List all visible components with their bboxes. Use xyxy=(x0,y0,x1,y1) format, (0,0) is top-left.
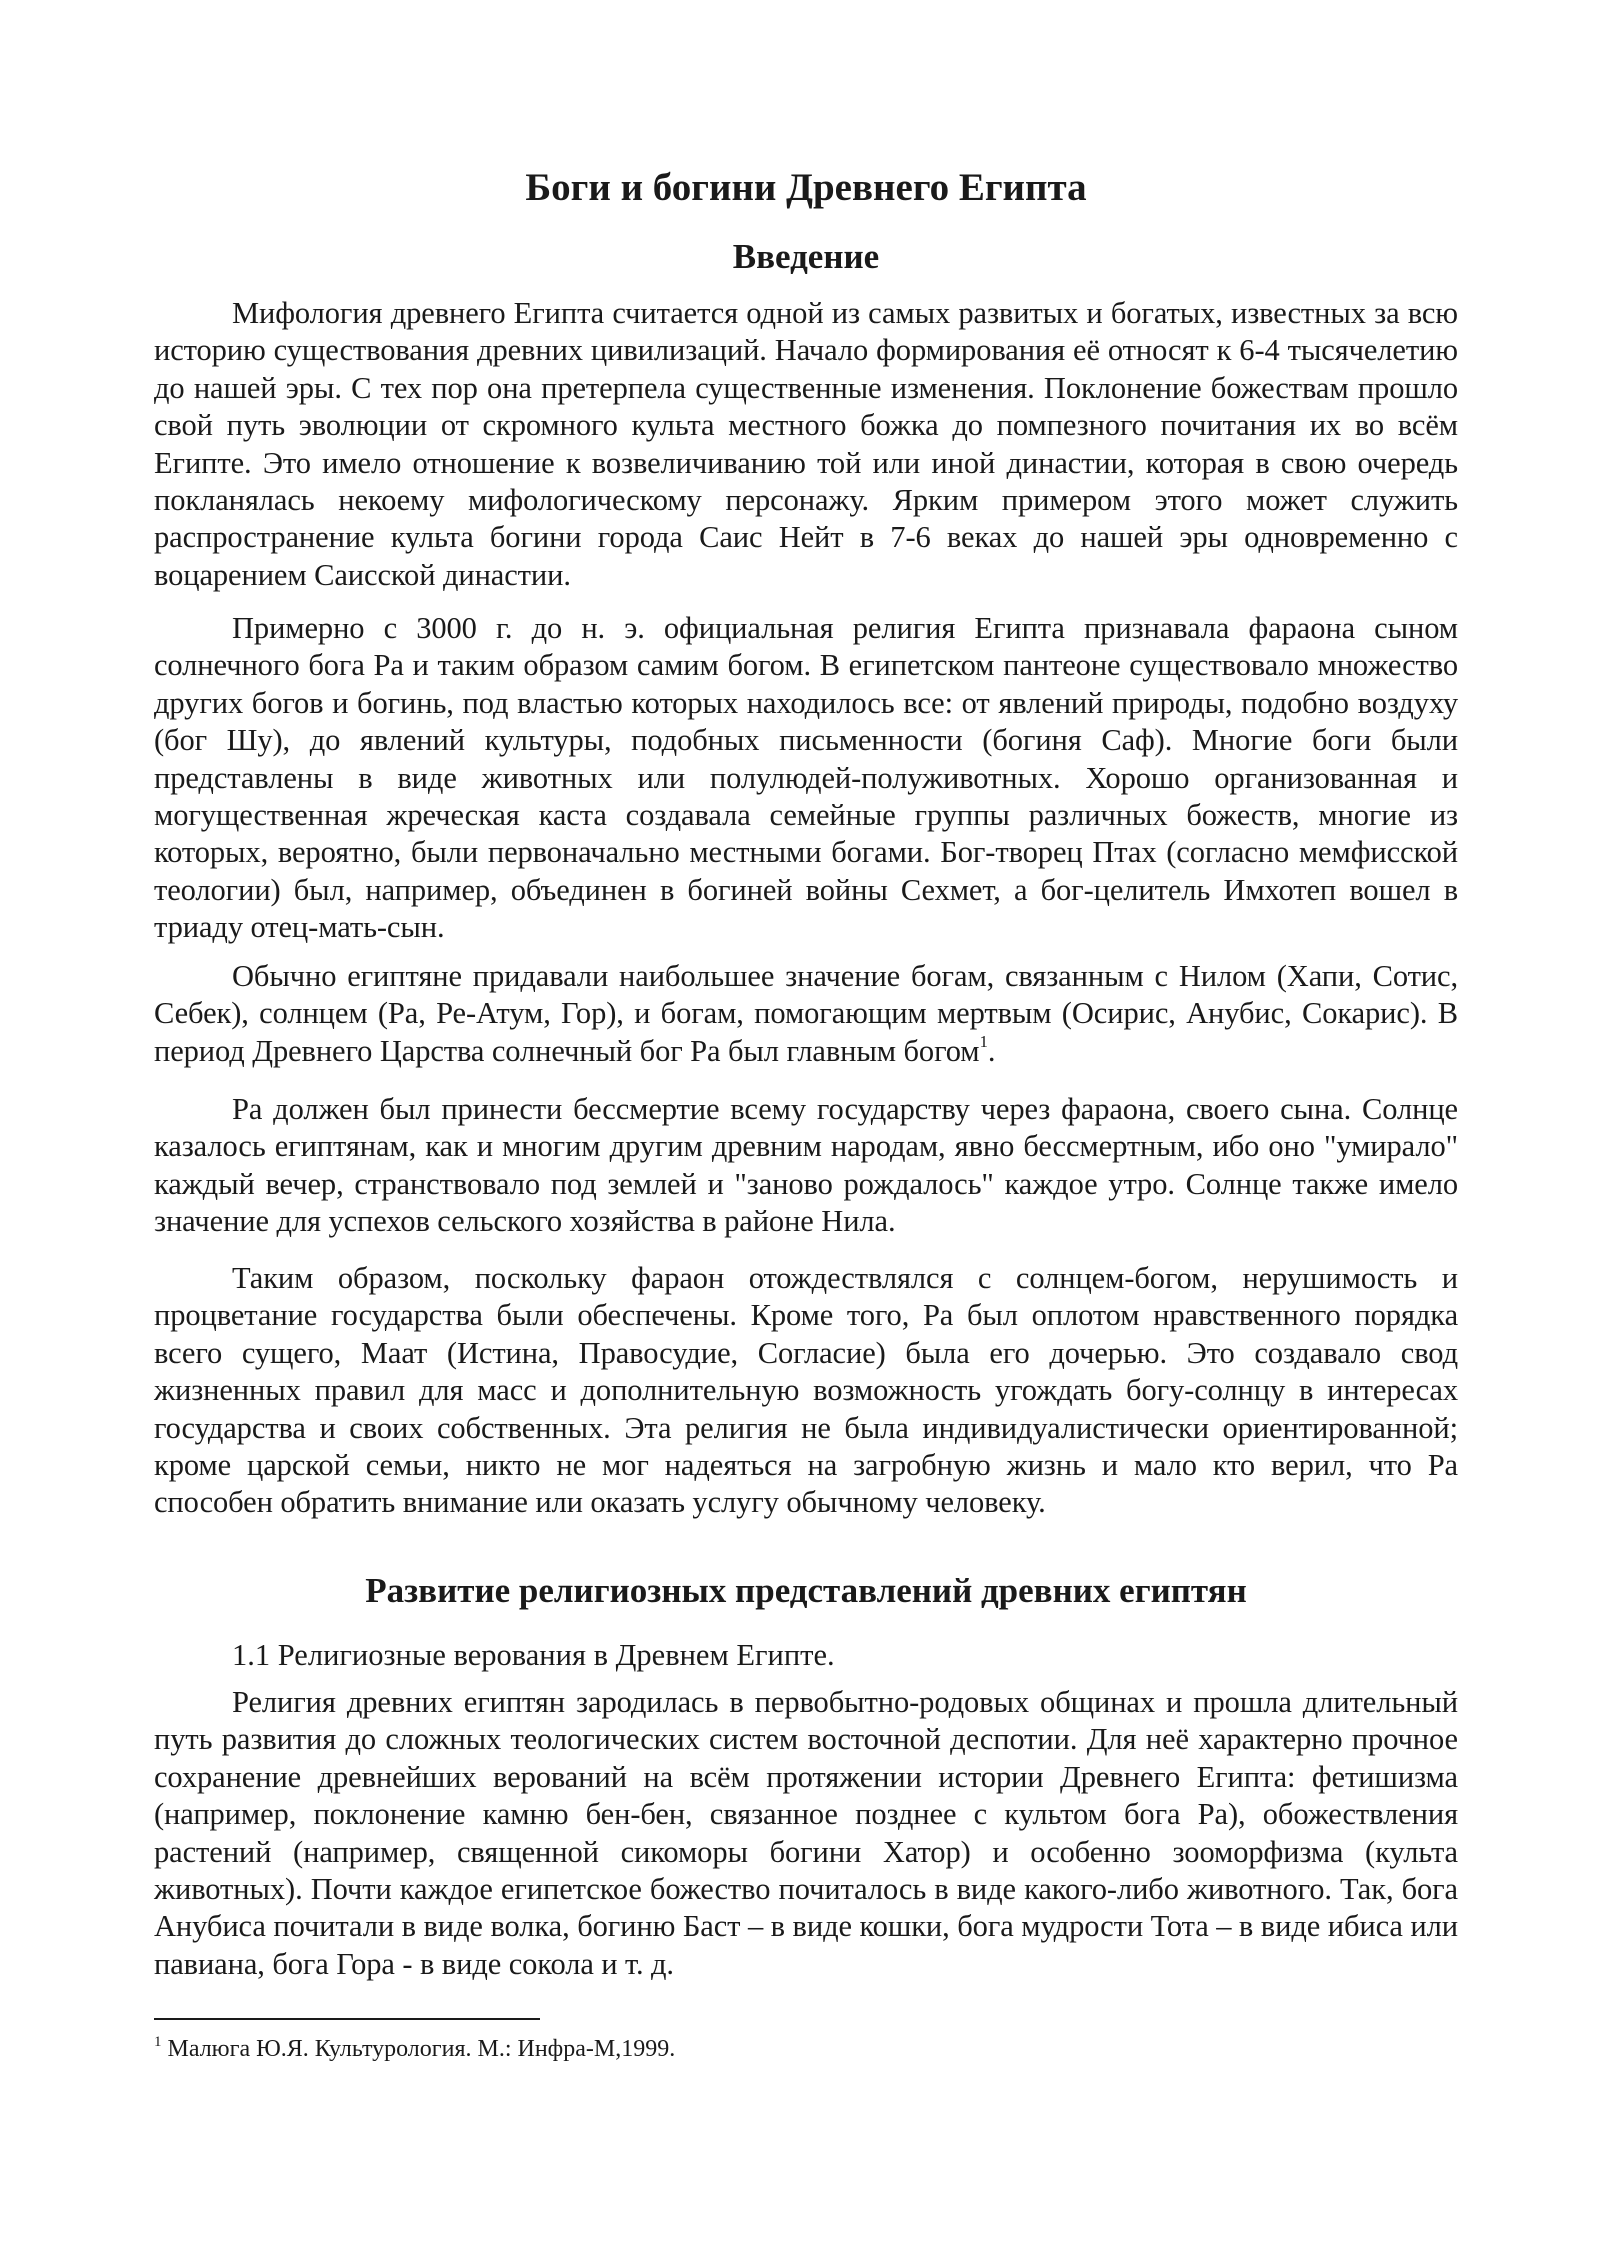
paragraph-block-4 xyxy=(154,1091,1458,1241)
footnote xyxy=(154,2033,675,2065)
paragraph-block-2 xyxy=(154,610,1458,947)
paragraph-2: Примерно с 3000 г. до н. э. официальная религия Египта признавала фараона сыном солнечного бога Ра и таким образом самим богом. В египетском пантеоне существовало множество других богов и богинь, под властью которых находилось все: от явлений природы, подобно воздуху (бог Шу), до явлений культуры, подобных письменности (богиня Саф). Многие боги были представлены в виде животных или полулюдей-полуживотных. Хорошо организованная и могущественная жреческая каста создавала семейные группы различных божеств, многие из которых, вероятно, были первоначально местными богами. Бог-творец Птах (согласно мемфисской теологии) был, например, объединен в богиней войны Сехмет, а бог-целитель Имхотеп вошел в триаду отец-мать-сын. xyxy=(154,611,1458,945)
paragraph-4: Ра должен был принести бессмертие всему государству через фараона, своего сына. Солнце казалось египтянам, как и многим другим древним народам, явно бессмертным, ибо оно "умирало" каждый вечер, странствовало под землей и "заново рождалось" каждое утро. Солнце также имело значение для успехов сельского хозяйства в районе Нила. xyxy=(154,1092,1458,1239)
section-heading: Развитие религиозных представлений древних египтян xyxy=(365,1571,1247,1610)
intro-heading: Введение xyxy=(732,237,880,276)
subsection-block xyxy=(154,1637,1458,1674)
footnote-separator xyxy=(154,2018,540,2020)
paragraph-block-6 xyxy=(154,1684,1458,1983)
paragraph-block-1 xyxy=(154,295,1458,594)
footnote-number: 1 xyxy=(154,2034,162,2050)
paragraph-block-5 xyxy=(154,1260,1458,1522)
footnote-text: Малюга Ю.Я. Культурология. М.: Инфра-М,1999. xyxy=(167,2036,676,2062)
paragraph-1: Мифология древнего Египта считается одной из самых развитых и богатых, известных за всю историю существования древних цивилизаций. Начало формирования её относят к 6-4 тысячелетию до нашей эры. С тех пор она претерпела существенные изменения. Поклонение божествам прошло свой путь эволюции от скромного культа местного божка до помпезного почитания их во всём Египте. Это имело отношение к возвеличиванию той или иной династии, которая в свою очередь покланялась некоему мифологическому персонажу. Ярким примером этого может служить распространение культа богини города Саис Нейт в 7-6 веках до нашей эры одновременно с воцарением Саисской династии. xyxy=(154,296,1458,592)
footnote-reference[interactable]: 1 xyxy=(979,1031,988,1051)
paragraph-3 xyxy=(154,958,1458,1070)
paragraph-3-text: Обычно египтяне придавали наибольшее значение богам, связанным с Нилом (Хапи, Сотис, Себек), солнцем (Ра, Ре-Атум, Гор), и богам, помогающим мертвым (Осирис, Анубис, Сокарис). В период Древнего Царства солнечный бог Ра был главным богом xyxy=(154,959,1458,1068)
paragraph-6: Религия древних египтян зародилась в первобытно-родовых общинах и прошла длительный путь развития до сложных теологических систем восточной деспотии. Для неё характерно прочное сохранение древнейших верований на всём протяжении истории Древнего Египта: фетишизма (например, поклонение камню бен-бен, связанное позднее с культом бога Ра), обожествления растений (например, священной сикоморы богини Хатор) и особенно зооморфизма (культа животных). Почти каждое египетское божество почиталось в виде какого-либо животного. Так, бога Анубиса почитали в виде волка, богиню Баст – в виде кошки, бога мудрости Тота – в виде ибиса или павиана, бога Гора - в виде сокола и т. д. xyxy=(154,1685,1458,1981)
paragraph-block-3 xyxy=(154,958,1458,1070)
document-title: Боги и богини Древнего Египта xyxy=(525,166,1087,209)
subsection-title: 1.1 Религиозные верования в Древнем Египте. xyxy=(232,1638,835,1672)
paragraph-5: Таким образом, поскольку фараон отождествлялся с солнцем-богом, нерушимость и процветание государства были обеспечены. Кроме того, Ра был оплотом нравственного порядка всего сущего, Маат (Истина, Правосудие, Согласие) была его дочерью. Это создавало свод жизненных правил для масс и дополнительную возможность угождать богу-солнцу в интересах государства и своих собственных. Эта религия не была индивидуалистически ориентированной; кроме царской семьи, никто не мог надеяться на загробную жизнь и мало кто верил, что Ра способен обратить внимание или оказать услугу обычному человеку. xyxy=(154,1261,1458,1520)
paragraph-3-end: . xyxy=(987,1033,996,1068)
